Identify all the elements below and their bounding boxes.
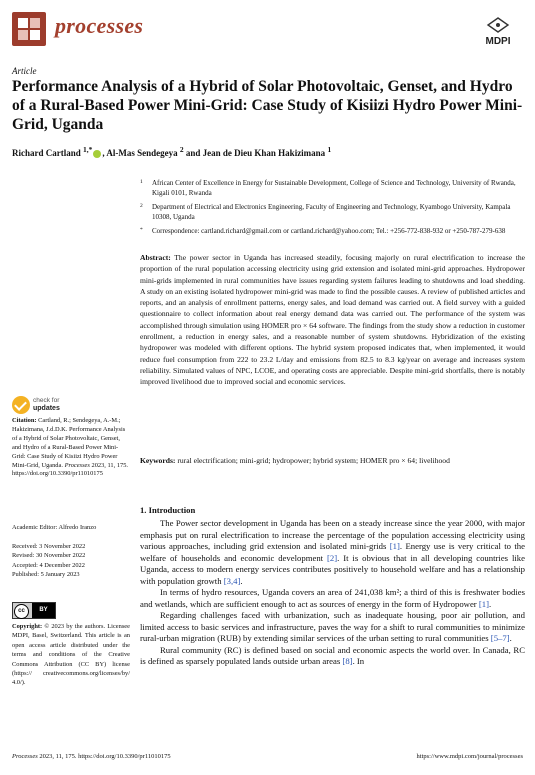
checkmark-icon — [12, 396, 30, 414]
affiliation-item — [140, 179, 525, 198]
orcid-icon[interactable] — [93, 150, 101, 158]
author-name[interactable]: Richard Cartland — [12, 148, 81, 158]
academic-editor: Academic Editor: Alfredo Iranzo — [12, 524, 97, 531]
paragraph-text: The Power sector development in Uganda has been on a steady increase since the year 2000, with major emphasis put on rural electrification to increase the percentage of the population accessing electricity using various approaches, including grid extension and isolated mini-grids — [140, 518, 525, 551]
abstract-label: Abstract: — [140, 253, 171, 262]
journal-name[interactable]: processes — [55, 13, 144, 38]
citation-link[interactable]: [1] — [478, 598, 490, 609]
citation-link[interactable]: [1] — [389, 541, 400, 551]
affiliation-text: African Center of Excellence in Energy for Sustainable Development, College of Science and Technology, University of Rwanda, Kigali 0101, Rwanda — [152, 179, 516, 197]
correspondence-text[interactable]: Correspondence: cartland.richard@gmail.com or cartland.richard@yahoo.com; Tel.: +256-772-838-932 or +250-787-279-638 — [152, 227, 506, 235]
paragraph-text: Regarding challenges faced with urbanization, such as inadequate housing, poor air pollution, and limited access to basic services and infrastructure, paves the way for a shift to rural communities to minimize rural-urban migration (RUB) by extending similar services of the urban setting to rural communities — [140, 610, 525, 643]
paragraph-text: . — [240, 575, 243, 586]
paragraph-text: . Energy use is very critical to the welfare of households and economic development — [140, 541, 525, 563]
mdpi-mark-icon — [478, 17, 518, 35]
paragraph — [140, 587, 525, 610]
footer-doi[interactable]: 2023, 11, 175. https://doi.org/10.3390/pr11010175 — [39, 753, 171, 760]
mdpi-logo-text: MDPI — [485, 36, 511, 47]
paragraph — [140, 518, 525, 587]
article-type: Article — [12, 66, 37, 76]
citation-block — [12, 417, 130, 479]
paragraph-text: In terms of hydro resources, Uganda covers an area of 241,038 km²; a third of this is freshwater bodies and wetlands, which are sufficient enough to act as sources of energy in the form of Hydropower — [140, 587, 525, 609]
author-name[interactable]: Jean de Dieu Khan Hakizimana — [202, 148, 326, 158]
check-updates-line1: check for — [33, 397, 60, 404]
paragraph-text: . In — [352, 656, 365, 666]
correspondence-item — [140, 227, 525, 237]
received-date: Received: 3 November 2022 — [12, 542, 86, 550]
affiliation-number: 2 — [140, 203, 143, 209]
check-updates-line2: updates — [33, 405, 60, 412]
author-name[interactable]: Al-Mas Sendegeya — [106, 148, 178, 158]
accepted-date: Accepted: 4 December 2022 — [12, 561, 85, 569]
author-affiliation-marker: 2 — [179, 145, 184, 154]
citation-text: Cartland, R.; Sendegeya, A.-M.; Hakizimana, J.d.D.K. Performance Analysis of a Hybrid of Solar Photovoltaic, Genset, and Hydro of a Rural-Based Power Mini-Grid: Case Study of Kisiizi Hydro Power Mini-Grid, Uganda. — [12, 417, 126, 469]
published-date: Published: 5 January 2023 — [12, 571, 80, 578]
keywords-label: Keywords: — [140, 456, 176, 465]
paragraph — [140, 645, 525, 668]
by-icon: BY — [32, 603, 55, 618]
citation-link[interactable]: [3,4] — [223, 575, 241, 586]
author-separator: and — [183, 148, 203, 158]
check-for-updates-button[interactable] — [12, 396, 82, 416]
section-heading: 1. Introduction — [140, 505, 196, 515]
revised-date: Revised: 30 November 2022 — [12, 552, 86, 559]
publication-dates — [12, 523, 130, 580]
footer-citation — [12, 753, 171, 760]
journal-logo-icon — [12, 12, 46, 46]
abstract-text: The power sector in Uganda has increased steadily, focusing majorly on rural electrification to increase the proportion of the rural population accessing electricity using grid extension and isolated mini-grid approaches. Hydropower mini-grids implemented in rural communities have issues regarding system failures leading to shutdowns and load shedding. A study on an existing isolated hydropower mini-grid was made to find the possible causes. A review of published articles and reports, and an analysis of enrollment patterns, energy sales, and load demand was carried out. A field survey with a guided questionnaire to collect information about real energy demand data was carried out. The performance of the system was accomplished through simulation using HOMER pro × 64 software. The findings from the study show a reduction in customer enrollment, a reduction in energy sales, and a reasonable number of system shutdowns. Hybridization of the existing hydropower was modeled with different options. The hybrid system proposed indicates that, when implemented, it would reduce fuel consumption from 222 to 23.2 L/day and emissions from 82.5 to 8.3 kg/year on average and increases system reliability. Simulated values of NPC, LCOE, and operating costs are appreciable. Despite mini-grid shortfalls, there is notably improved livelihood due to improved social and economic services. — [140, 253, 525, 387]
affiliation-item — [140, 203, 525, 222]
citation-label: Citation: — [12, 417, 37, 424]
keywords — [140, 455, 525, 466]
abstract — [140, 252, 525, 388]
citation-link[interactable]: [2] — [326, 552, 338, 563]
copyright-notice — [12, 622, 130, 688]
affiliations — [140, 179, 525, 242]
citation-details[interactable]: 2023, 11, 175. https://doi.org/10.3390/pr11010175 — [12, 461, 129, 478]
affiliation-number: * — [140, 227, 143, 233]
article-title: Performance Analysis of a Hybrid of Solar Photovoltaic, Genset, and Hydro of a Rural-Based Power Mini-Grid: Case Study of Kisiizi Hydro Power Mini-Grid, Uganda — [12, 78, 523, 133]
copyright-text: © 2023 by the authors. Licensee MDPI, Basel, Switzerland. This article is an open access article distributed under the terms and conditions of the Creative Commons Attribution (CC BY) license (https:// creativecommons.org/licenses/by/ 4.0/). — [12, 623, 130, 687]
mdpi-logo[interactable] — [478, 17, 518, 47]
copyright-label: Copyright: — [12, 623, 43, 630]
citation-link[interactable]: [8] — [342, 656, 353, 666]
affiliation-number: 1 — [140, 179, 143, 185]
citation-link[interactable]: [5–7] — [490, 633, 510, 643]
check-updates-label — [33, 397, 60, 413]
author-affiliation-marker: 1 — [327, 145, 332, 154]
affiliation-text: Department of Electrical and Electronics Engineering, Faculty of Engineering and Technology, Kyambogo University, Kampala 10308, Uganda — [152, 203, 511, 221]
author-separator: , — [102, 148, 107, 158]
cc-by-license-badge[interactable] — [12, 602, 56, 619]
paragraph — [140, 610, 525, 645]
keywords-text: rural electrification; mini-grid; hydropower; hybrid system; HOMER pro × 64; livelihood — [177, 456, 450, 465]
footer-journal: Processes — [12, 753, 38, 760]
footer-journal-url[interactable]: https://www.mdpi.com/journal/processes — [416, 753, 523, 760]
paragraph-text: . — [509, 633, 512, 643]
introduction-body — [140, 518, 525, 668]
paragraph-text: . It is obvious that in all developing countries like Uganda, access to modern energy services contributes positively to household welfare and has a relationship with population growth — [140, 552, 525, 586]
author-affiliation-marker: 1,* — [83, 145, 93, 154]
citation-journal: Processes — [64, 461, 90, 469]
paragraph-text: . — [489, 598, 492, 609]
author-list — [12, 145, 527, 158]
paragraph-text: Rural community (RC) is defined based on social and economic aspects the world over. In Canada, RC is defined as sparsely populated lands outside urban areas — [140, 644, 525, 666]
cc-icon: cc — [14, 604, 29, 619]
